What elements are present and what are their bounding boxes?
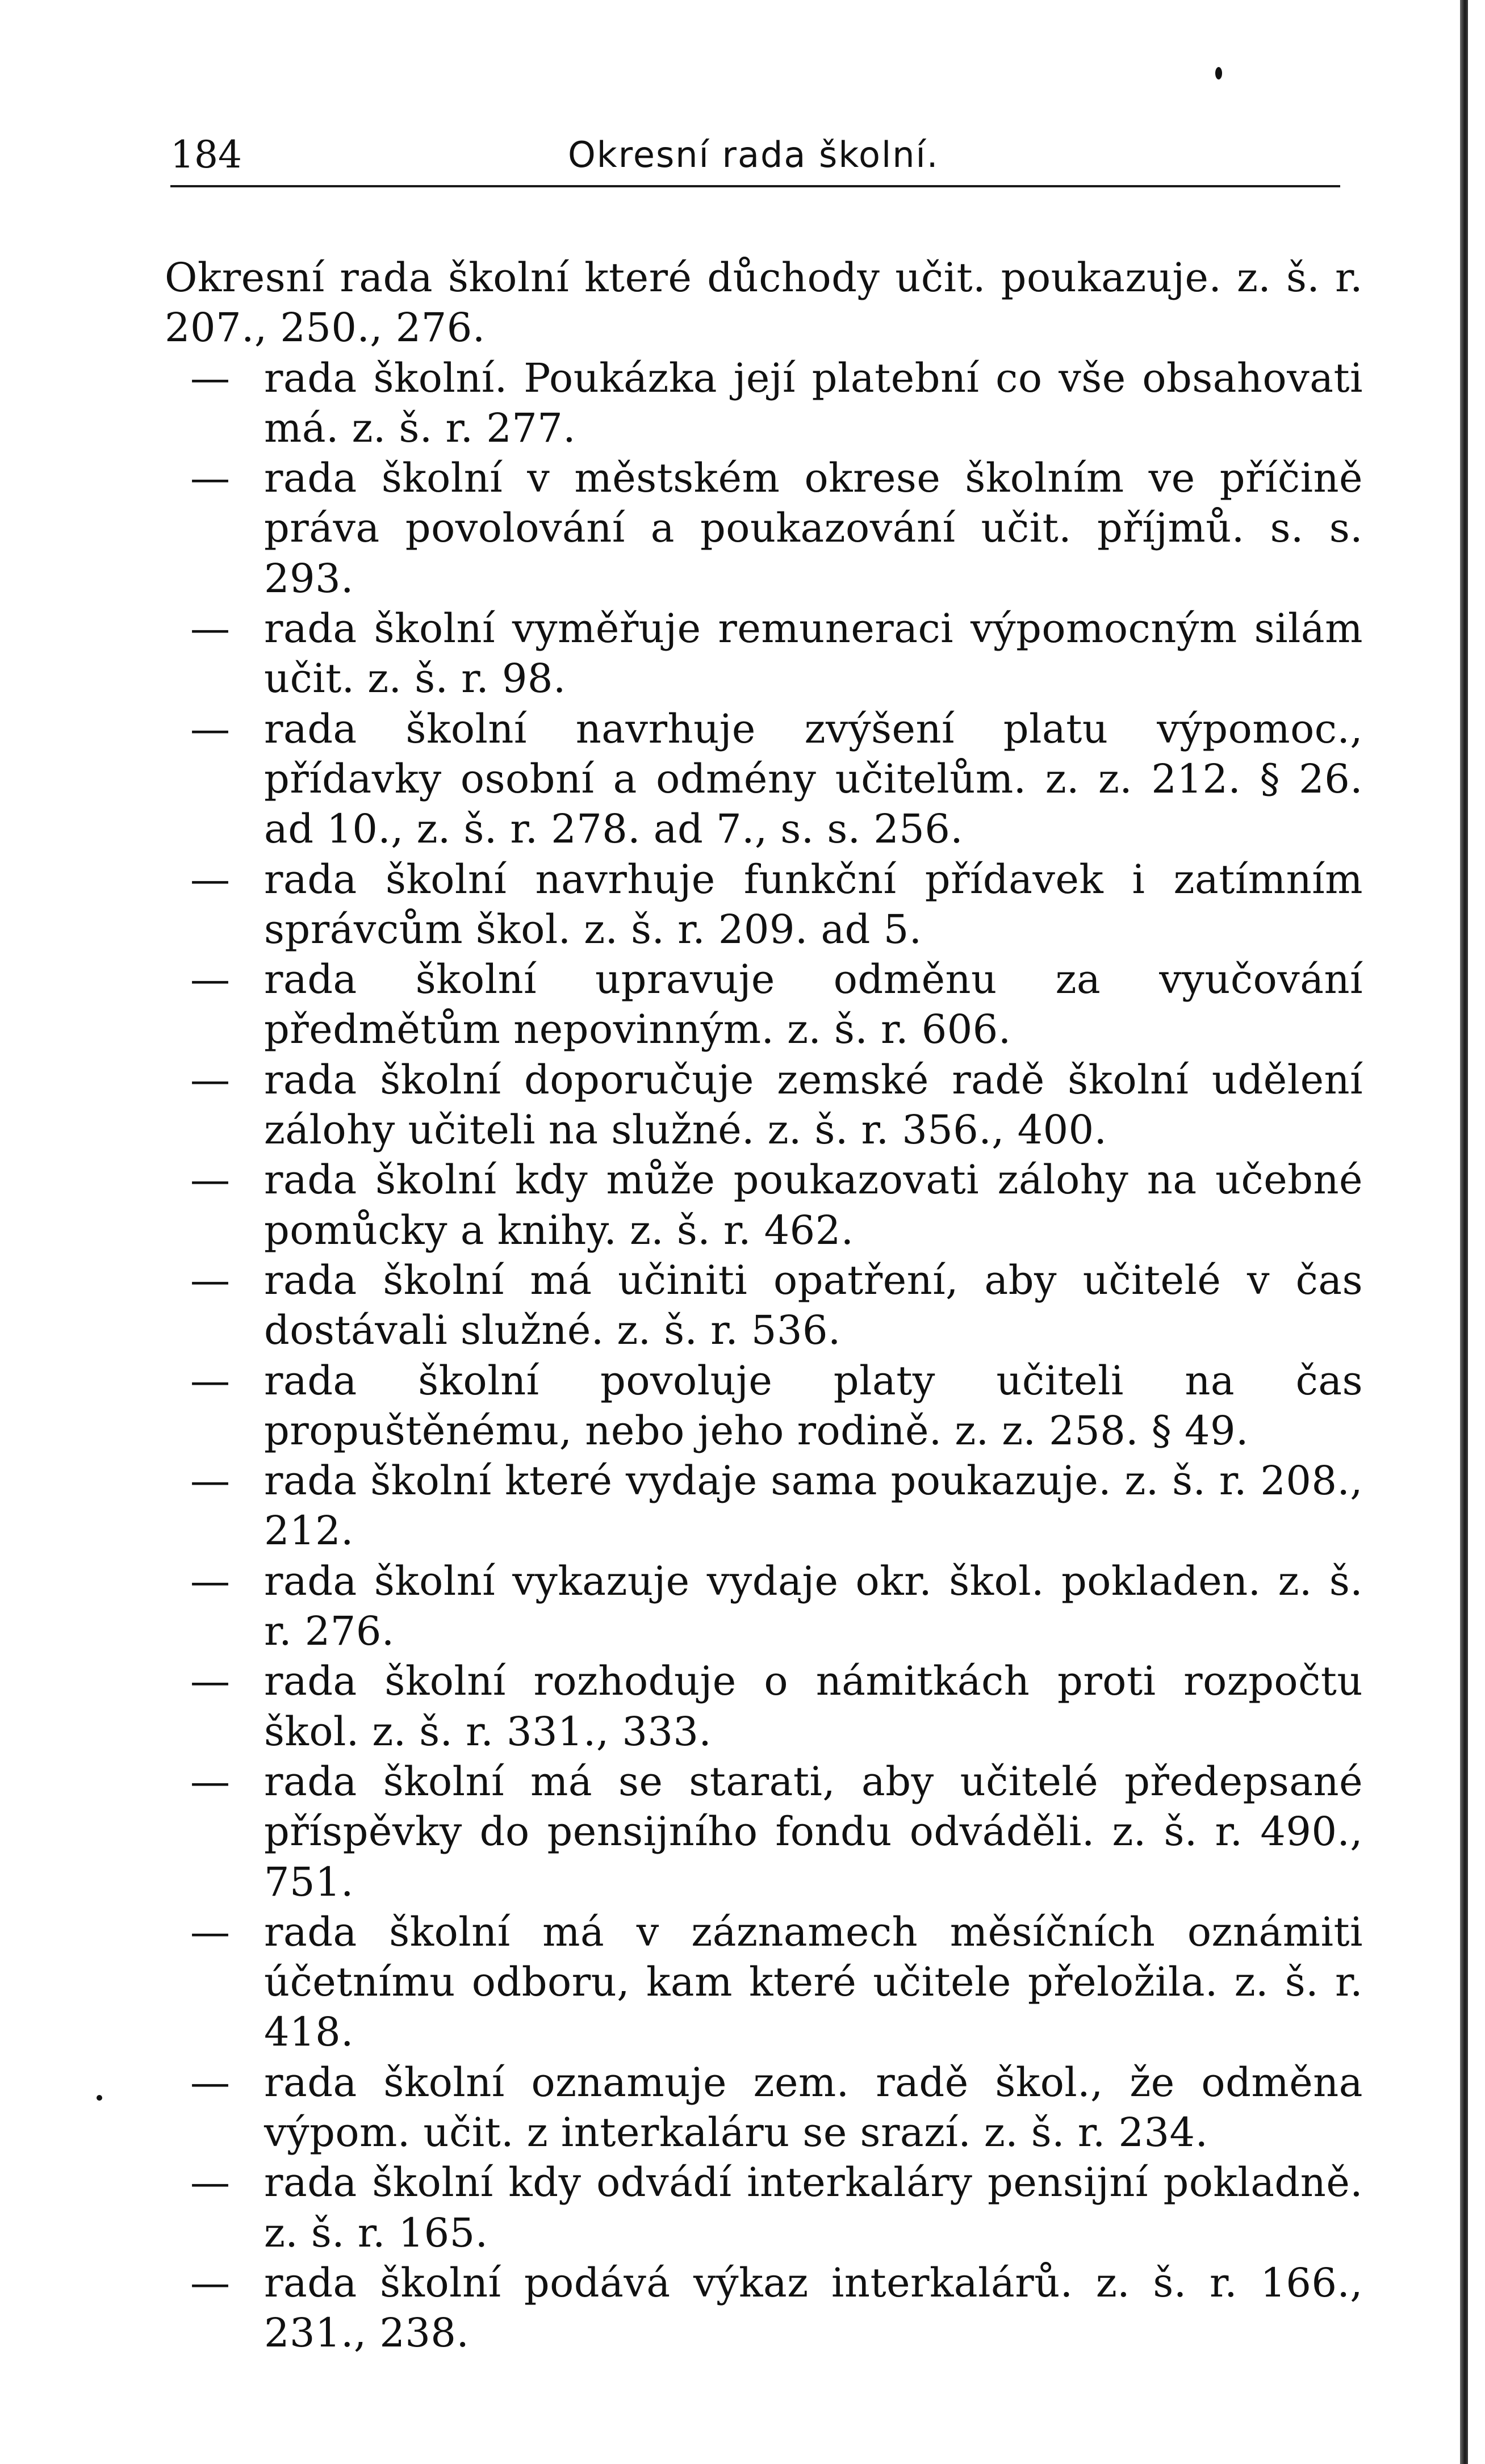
ink-speck (1215, 67, 1222, 79)
entry-dash: — (190, 1658, 231, 1705)
entry-text: rada školní má v záznamech měsíčních oznámiti účetnímu odboru, kam které učitele přeložila. z. š. r. 418. (264, 1908, 1363, 2056)
entry-dash: — (190, 1457, 231, 1505)
entry-text: rada školní upravuje odměnu za vyučování předmětům nepovinným. z. š. r. 606. (264, 956, 1363, 1053)
entry-text: rada školní rozhoduje o námitkách proti rozpočtu škol. z. š. r. 331., 333. (264, 1658, 1363, 1755)
index-entry (165, 1456, 1363, 1556)
entry-dash: — (190, 1557, 231, 1604)
index-entry (165, 1907, 1363, 2057)
index-entry (165, 1155, 1363, 1255)
entry-dash: — (190, 1758, 231, 1805)
header-rule (170, 185, 1340, 187)
index-entry (165, 2057, 1363, 2158)
index-entries (165, 253, 1363, 2358)
index-entry (165, 604, 1363, 704)
ink-speck (97, 2095, 102, 2101)
entry-text: rada školní. Poukázka její platební co vše obsahovati má. z. š. r. 277. (264, 354, 1363, 451)
index-entry (165, 2157, 1363, 2258)
index-entry (165, 1656, 1363, 1757)
entry-dash: — (190, 1056, 231, 1103)
index-entry (165, 954, 1363, 1055)
entry-text: rada školní navrhuje funkční přídavek i zatímním správcům škol. z. š. r. 209. ad 5. (264, 856, 1363, 953)
entry-text: Okresní rada školní které důchody učit. poukazuje. z. š. r. 207., 250., 276. (165, 254, 1363, 351)
index-entry (165, 2258, 1363, 2358)
index-entry (165, 1255, 1363, 1356)
entry-text: rada školní má učiniti opatření, aby učitelé v čas dostávali služné. z. š. r. 536. (264, 1256, 1363, 1354)
entry-text: rada školní podává výkaz interkalárů. z. š. r. 166., 231., 238. (264, 2259, 1363, 2357)
entry-dash: — (190, 956, 231, 1003)
entry-text: rada školní navrhuje zvýšení platu výpomoc., přídavky osobní a odmény učitelům. z. z. 212. § 26. ad 10., z. š. r. 278. ad 7., s. s. 256. (264, 705, 1363, 853)
index-entry (165, 253, 1363, 353)
entry-dash: — (190, 2259, 231, 2306)
entry-dash: — (190, 605, 231, 652)
page-edge-shadow (1460, 0, 1468, 2464)
entry-dash: — (190, 455, 231, 502)
entry-text: rada školní doporučuje zemské radě školní udělení zálohy učiteli na služné. z. š. r. 356., 400. (264, 1056, 1363, 1154)
index-entry (165, 704, 1363, 854)
entry-dash: — (190, 705, 231, 752)
entry-text: rada školní povoluje platy učiteli na čas propuštěnému, nebo jeho rodině. z. z. 258. § 49. (264, 1357, 1363, 1454)
index-entry (165, 1556, 1363, 1657)
entry-dash: — (190, 2159, 231, 2206)
entry-text: rada školní které vydaje sama poukazuje. z. š. r. 208., 212. (264, 1457, 1363, 1554)
index-entry (165, 353, 1363, 454)
page-number: 184 (170, 133, 242, 177)
entry-text: rada školní vyměřuje remuneraci výpomocným silám učit. z. š. r. 98. (264, 605, 1363, 702)
index-entry (165, 1055, 1363, 1155)
index-entry (165, 453, 1363, 604)
entry-text: rada školní vykazuje vydaje okr. škol. pokladen. z. š. r. 276. (264, 1557, 1363, 1655)
entry-text: rada školní má se starati, aby učitelé předepsané příspěvky do pensijního fondu odváděli. z. š. r. 490., 751. (264, 1758, 1363, 1905)
entry-dash: — (190, 2059, 231, 2106)
entry-dash: — (190, 354, 231, 401)
entry-text: rada školní v městském okrese školním ve příčině práva povolování a poukazování učit. příjmů. s. s. 293. (264, 455, 1363, 602)
entry-dash: — (190, 1156, 231, 1204)
index-entry (165, 1356, 1363, 1456)
index-entry (165, 1757, 1363, 1907)
page-header (170, 129, 1340, 181)
entry-text: rada školní kdy může poukazovati zálohy na učebné pomůcky a knihy. z. š. r. 462. (264, 1156, 1363, 1254)
running-title: Okresní rada školní. (568, 134, 939, 175)
entry-dash: — (190, 1256, 231, 1304)
entry-dash: — (190, 1908, 231, 1955)
entry-text: rada školní oznamuje zem. radě škol., že odměna výpom. učit. z interkaláru se srazí. z. š. r. 234. (264, 2059, 1363, 2156)
entry-text: rada školní kdy odvádí interkaláry pensijní pokladně. z. š. r. 165. (264, 2159, 1363, 2256)
entry-dash: — (190, 856, 231, 903)
entry-dash: — (190, 1357, 231, 1404)
index-entry (165, 854, 1363, 955)
